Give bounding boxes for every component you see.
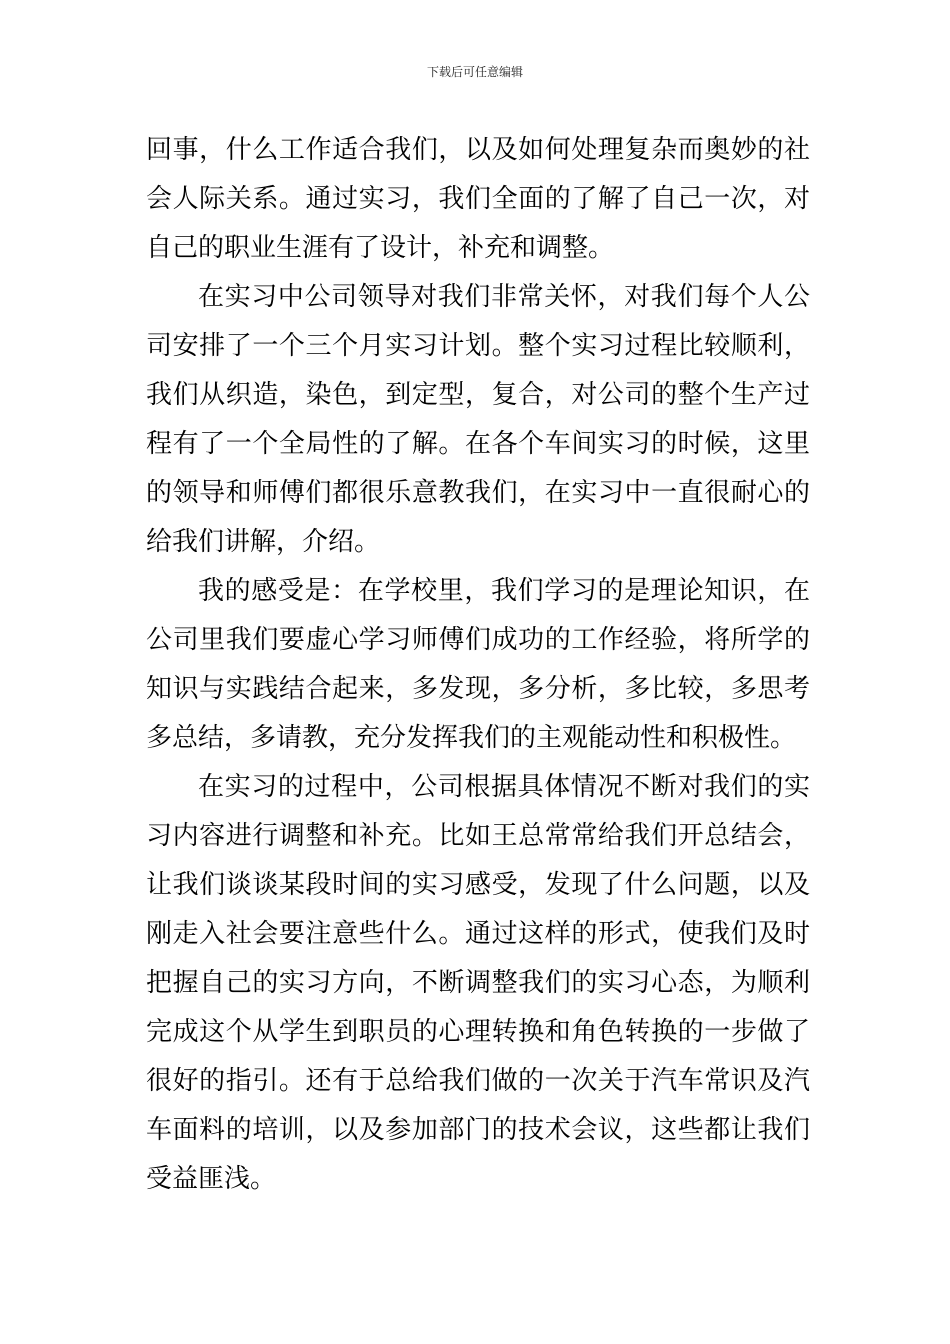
paragraph-line: 给我们讲解，介绍。 bbox=[146, 527, 381, 557]
paragraph-line: 车面料的培训，以及参加部门的技术会议，这些都让我们 bbox=[146, 1115, 810, 1145]
paragraph-line: 我们从织造，染色，到定型，复合，对公司的整个生产过 bbox=[146, 380, 810, 410]
paragraph-line: 习内容进行调整和补充。比如王总常常给我们开总结会， bbox=[146, 821, 810, 851]
paragraph-3 bbox=[146, 567, 810, 763]
paragraph-line: 会人际关系。通过实习，我们全面的了解了自己一次，对 bbox=[146, 184, 810, 214]
paragraph-line: 很好的指引。还有于总给我们做的一次关于汽车常识及汽 bbox=[146, 1066, 810, 1096]
paragraph-line: 把握自己的实习方向，不断调整我们的实习心态，为顺利 bbox=[146, 968, 810, 998]
paragraph-line: 自己的职业生涯有了设计，补充和调整。 bbox=[146, 233, 615, 263]
paragraph-line: 多总结，多请教，充分发挥我们的主观能动性和积极性。 bbox=[146, 723, 797, 753]
paragraph-line: 司安排了一个三个月实习计划。整个实习过程比较顺利， bbox=[146, 331, 810, 361]
paragraph-4 bbox=[146, 763, 810, 1204]
page-header: 下载后可任意编辑 bbox=[426, 65, 523, 79]
document-body bbox=[146, 126, 810, 1204]
paragraph-line: 受益匪浅。 bbox=[146, 1164, 277, 1194]
paragraph-line: 在实习中公司领导对我们非常关怀，对我们每个人公 bbox=[198, 282, 810, 312]
paragraph-line: 完成这个从学生到职员的心理转换和角色转换的一步做了 bbox=[146, 1017, 810, 1047]
paragraph-2 bbox=[146, 273, 810, 567]
paragraph-line: 知识与实践结合起来，多发现，多分析，多比较，多思考 bbox=[146, 674, 810, 704]
paragraph-1 bbox=[146, 126, 810, 273]
paragraph-line: 我的感受是：在学校里，我们学习的是理论知识，在 bbox=[198, 576, 810, 606]
paragraph-line: 程有了一个全局性的了解。在各个车间实习的时候，这里 bbox=[146, 429, 810, 459]
paragraph-line: 回事，什么工作适合我们，以及如何处理复杂而奥妙的社 bbox=[146, 135, 810, 165]
paragraph-line: 让我们谈谈某段时间的实习感受，发现了什么问题，以及 bbox=[146, 870, 810, 900]
paragraph-line: 刚走入社会要注意些什么。通过这样的形式，使我们及时 bbox=[146, 919, 810, 949]
paragraph-line: 在实习的过程中，公司根据具体情况不断对我们的实 bbox=[198, 772, 810, 802]
paragraph-line: 公司里我们要虚心学习师傅们成功的工作经验，将所学的 bbox=[146, 625, 810, 655]
paragraph-line: 的领导和师傅们都很乐意教我们，在实习中一直很耐心的 bbox=[146, 478, 810, 508]
